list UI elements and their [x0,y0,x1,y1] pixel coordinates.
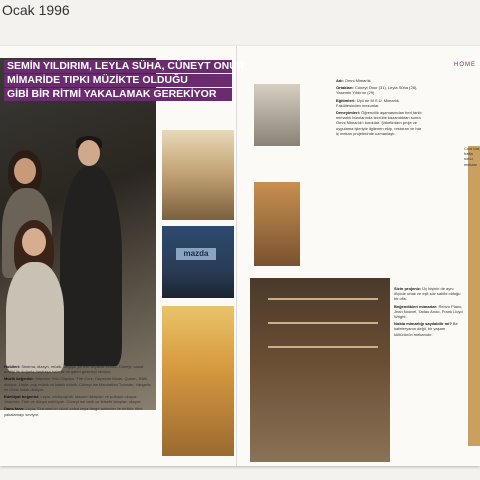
info-label: Adı: [336,78,344,83]
shelf-line [268,322,378,324]
caption-paragraph [4,364,154,374]
caption-paragraph [4,406,154,416]
caption-paragraph [4,376,154,392]
section-header: HOME [454,62,476,68]
person-2-body [60,166,122,366]
info-text: Öğrencilik aşamasından beri farklı mimarlık bürolarında tecrübe kazandıktan sonra Omni Mimarlık'ı kurdular. Şirketimizin proje ve uygulama işleriyle ilgilenen ekip, restoran ve bar iç mekan projelerinde uzmanlaştı. [336,110,422,136]
info-paragraph [336,98,422,108]
interior-photo-2 [162,306,234,456]
group-portrait-photo [0,58,156,410]
person-2-face [78,140,100,166]
headline-line-3: GİBİ BİR RİTMİ YAKALAMAK GEREKİYOR [4,88,232,101]
info-label: Sizin projeniz: [394,286,422,291]
bar-shelves-photo [250,278,390,462]
info-paragraph [336,78,422,83]
info-paragraph [394,304,464,320]
caption-text: Sinema, dizayn, müzik, değişik yerlere seyahat etmek, Cüneyt, sanat pratiği ile doğada başbaşa kalmak ve galeri gezmeyi seviyor. [4,364,144,375]
caption-label: Müzik beğenisi: [4,376,34,382]
info-text: Bir kafeteryanın değil, bir yaşam kültürünün mekanıdır. [394,321,458,337]
right-page [240,46,480,466]
caption-label: Hobileri: [4,364,21,369]
shelf-line [268,346,378,348]
caption-label: Dans tarzı: [4,406,25,412]
caption-text: Leyla, otobiyografi, tasarım kitapları ve polisiye okuyor. Yasemin: Türk ve dünya edebiyatı. Cüneyt ise tarih ve felsefe kitapları okuyor. [4,394,142,405]
info-text: Üçü de M.S.Ü. Mimarlık Fakültesinden mezunlar. [336,97,399,108]
bar-interior-photo [254,182,300,266]
caption-label: Edebiyat beğenisi: [4,394,40,400]
interior-photo-1 [162,130,234,220]
info-paragraph [394,286,464,302]
edge-photo [468,146,480,446]
caption-text: Yasemin: Eric Clapton, The Cure, Depeche Mode, Queen, R&B dinliyor. Leyla: pop müzik ve klasik müzik. Cüneyt ise Manhattan Transfer, Vangelis ve Chris Isaak dinliyor. [4,376,151,392]
stair-photo [254,84,300,146]
info-text: Cüneyt Onur (31), Leyla Süha (28), Yasemin Yıldırım (29) [336,85,418,96]
headline-line-2: MİMARİDE TIPKI MÜZİKTE OLDUĞU [4,74,232,87]
right-text-column-2 [394,286,464,339]
magazine-spread [0,46,480,466]
info-label: Nokta mimarlığı sayılabilir mi? [394,321,452,327]
left-caption-column [4,364,154,419]
info-label: Eğitimleri: [336,97,356,103]
info-text: Üç kişinin de aynı ölçüde ortak ve eşit söz sahibi olduğu bir ofis. [394,286,461,302]
info-text: Renzo Piano, Jean Nouvel, Tadao Ando, Frank Lloyd Wright. [394,303,463,320]
person-3-body [6,262,64,372]
storefront-sign: mazda [176,248,216,260]
left-page [0,46,248,466]
info-paragraph [336,85,422,95]
headline-line-1: SEMİN YILDIRIM, LEYLA SÜHA, CÜNEYT ONUR: [4,60,232,73]
info-label: Ortakları: [336,85,354,91]
person-3-face [22,228,46,256]
right-text-column-1 [336,78,422,138]
storefront-photo [162,226,234,298]
person-1-face [14,158,36,184]
date-label: Ocak 1996 [2,2,70,18]
caption-text: Leyla, Erzurum'un vücut salsa veya tango sahneler ile birlikte ritmi yakalamayı seviyor. [4,406,143,417]
caption-paragraph [4,394,154,404]
info-label: Beğendikleri mimarlar: [394,303,438,309]
right-edge-text: Cool bar, hafta sonu mekanı [464,146,480,167]
shelf-line [268,298,378,300]
article-headline [4,60,248,102]
info-paragraph [394,321,464,337]
info-paragraph [336,110,422,136]
info-label: Deneyimleri: [336,110,361,116]
info-text: Omni Mimarlık [344,78,371,83]
